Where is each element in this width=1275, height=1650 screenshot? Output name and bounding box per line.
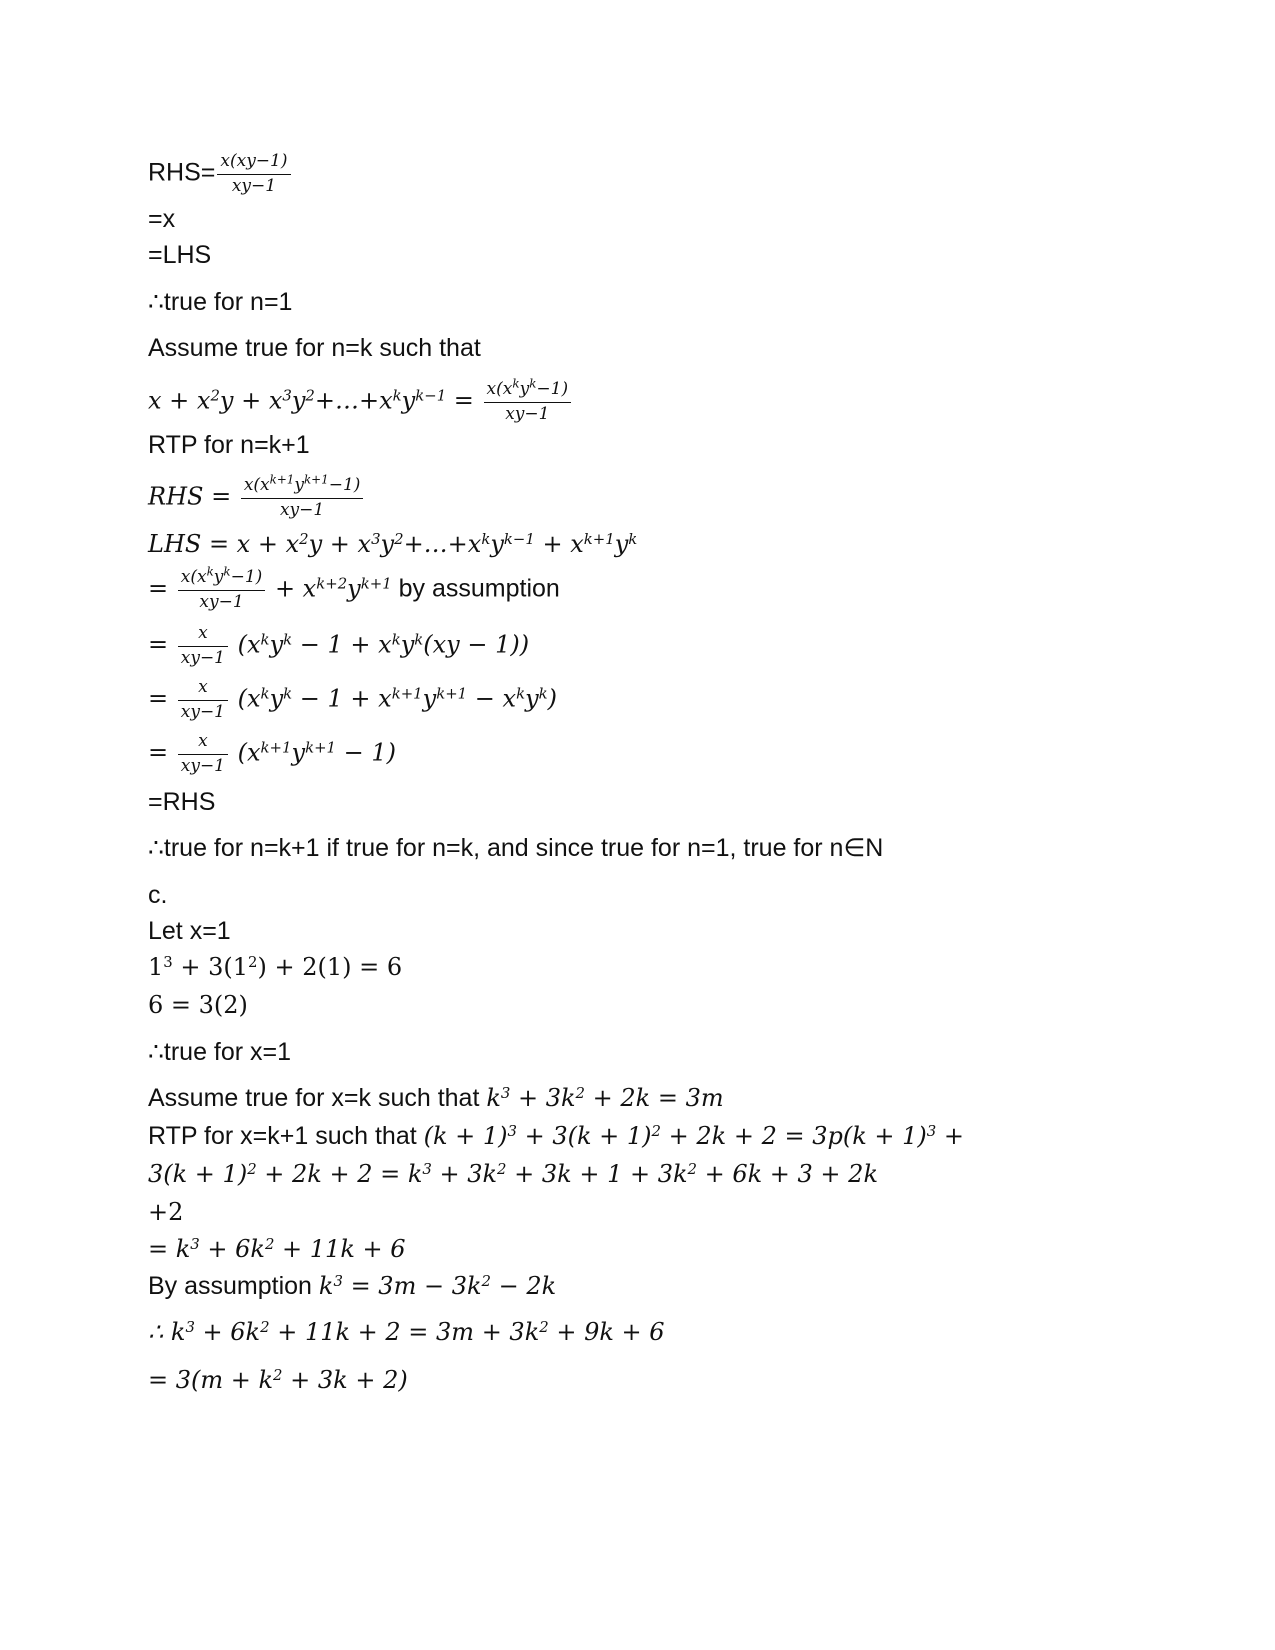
text-line: Let x=1 [148, 917, 231, 945]
text-line: =x [148, 205, 176, 233]
text-line: ∴true for n=1 [148, 288, 293, 316]
fraction: $\frac{x(x^ky^k-1)}{xy-1}$ [484, 380, 572, 424]
mixed-line: RTP for x=k+1 such that $(k + 1)^3 + 3(k + 1)^2 + 2k + 2 = 3p(k + 1)^3$ + [148, 1121, 964, 1150]
math-line: LHS = $x + x^2y$ + $x^3y^2+\dots+x^ky^{k-1} + x^{k+1}y^k$ [148, 529, 638, 558]
fraction: $\frac{x}{xy-1}$ [178, 624, 228, 668]
math-line: = $\frac{x}{xy-1}$ $(x^ky^k - 1 + x^ky^k(xy - 1))$ [148, 623, 530, 668]
math-line: $x + x^2y$ + $x^3y^2+\dots+x^ky^{k-1}$ = $\frac{x(x^ky^k-1)}{xy-1}$ [148, 380, 573, 424]
math-line: = $k^3 + 6k^2 + 11k + 6$ [148, 1234, 406, 1263]
math-line: ∴ $k^3 + 6k^2 + 11k + 2 = 3m + 3k^2 + 9k + 6$ [148, 1317, 665, 1346]
fraction: $\frac{x}{xy-1}$ [178, 678, 228, 722]
fraction: $\frac{x(x^ky^k-1)}{xy-1}$ [178, 568, 266, 612]
text-line: =LHS [148, 241, 212, 269]
mixed-line: Assume true for x=k such that $k^3 + 3k^2 + 2k = 3m$ [148, 1083, 724, 1112]
math-line: 6 = 3(2) [148, 991, 248, 1019]
math-line: $1^3 + 3(1^2) + 2(1) = 6$ [148, 952, 403, 981]
rhs-base-line: RHS= $\frac{x(xy-1)}{xy-1}$ [148, 152, 293, 196]
math-line: $3(k + 1)^2 + 2k + 2 = k^3 + 3k^2 + 3k + 1 + 3k^2 + 6k + 3 + 2k$ [148, 1159, 878, 1188]
text-line: ∴true for n=k+1 if true for n=k, and since true for n=1, true for n∈N [148, 834, 884, 862]
fraction: $\frac{x}{xy-1}$ [178, 732, 228, 776]
math-line: = $3(m + k^2 + 3k + 2)$ [148, 1365, 408, 1394]
math-line: = $\frac{x}{xy-1}$ $(x^{k+1}y^{k+1} - 1)$ [148, 731, 397, 776]
math-line: RHS = $\frac{x(x^{k+1}y^{k+1}-1)}{xy-1}$ [148, 476, 365, 520]
fraction: $\frac{x(xy-1)}{xy-1}$ [217, 152, 290, 196]
text-line: Assume true for n=k such that [148, 334, 481, 362]
math-line: +2 [148, 1198, 184, 1226]
mixed-line: By assumption $k^3 = 3m - 3k^2 - 2k$ [148, 1271, 557, 1300]
text-line: RTP for n=k+1 [148, 431, 310, 459]
math-line: = $\frac{x(x^ky^k-1)}{xy-1}$ + $x^{k+2}y^{k+1}$ by assumption [148, 564, 560, 612]
part-label: c. [148, 881, 168, 909]
text-line: =RHS [148, 788, 216, 816]
text-line: ∴true for x=1 [148, 1038, 292, 1066]
math-line: = $\frac{x}{xy-1}$ $(x^ky^k - 1 + x^{k+1}y^{k+1} - x^ky^k)$ [148, 677, 558, 722]
fraction: $\frac{x(x^{k+1}y^{k+1}-1)}{xy-1}$ [241, 476, 364, 520]
